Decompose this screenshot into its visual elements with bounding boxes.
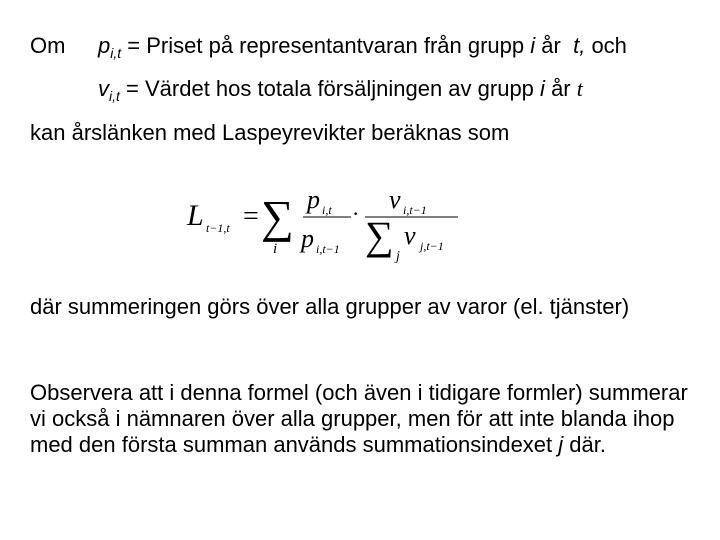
year-word: år — [541, 33, 561, 58]
denominator-v: v — [404, 221, 416, 250]
numerator-p: p — [307, 185, 320, 214]
equals-sign: = — [126, 76, 139, 101]
numerator-p-subscript: i,t — [322, 203, 332, 217]
value-symbol: v — [98, 76, 109, 101]
price-symbol: p — [98, 33, 111, 58]
equals-sign: = — [127, 33, 141, 58]
formula-equals: = — [243, 201, 259, 232]
definition-value — [98, 76, 583, 104]
denominator-v-subscript: j,t−1 — [420, 239, 444, 253]
numerator-v-subscript: i,t−1 — [403, 203, 427, 217]
summation-index: i — [273, 241, 278, 257]
lhs-subscript: t−1,t — [206, 221, 230, 235]
year-word: år — [551, 76, 571, 101]
multiplication-dot: · — [352, 201, 360, 226]
formula-graphic — [185, 180, 475, 270]
observation-text: Observera att i denna formel (och även i tidigare formler) summerar vi också i nämnaren över alla grupper, men för att inte blanda ihop med den första summan används summationsindexet — [30, 380, 688, 457]
numerator-v: v — [389, 185, 401, 214]
group-index: i — [530, 33, 536, 58]
year-index: t — [576, 76, 583, 101]
denominator-summation: ∑ — [365, 213, 394, 258]
lhs-symbol: L — [187, 199, 204, 232]
denominator-p-subscript: i,t−1 — [316, 242, 340, 256]
price-subscript: i,t — [110, 45, 122, 61]
year-index: t, — [573, 33, 586, 58]
summation-note: där summeringen görs över alla grupper av varor (el. tjänster) — [30, 294, 630, 319]
and-word: och — [591, 33, 627, 58]
summation-sign: ∑ — [261, 191, 294, 242]
price-description: Priset på representantvaran från grupp — [146, 33, 525, 58]
group-index: i — [540, 76, 545, 101]
lead-word: Om — [30, 33, 66, 58]
definition-price — [98, 33, 627, 61]
index-letter: j — [558, 432, 564, 457]
denominator-summation-index: j — [396, 249, 400, 264]
denominator-p: p — [301, 224, 314, 253]
intro-line: kan årslänken med Laspeyrevikter beräknas som — [30, 120, 510, 145]
laspeyres-formula — [185, 180, 475, 270]
observation-ending: där. — [569, 432, 606, 457]
value-subscript: i,t — [109, 88, 120, 104]
value-description: Värdet hos totala försäljningen av grupp — [145, 76, 534, 101]
observation-paragraph — [30, 380, 690, 458]
